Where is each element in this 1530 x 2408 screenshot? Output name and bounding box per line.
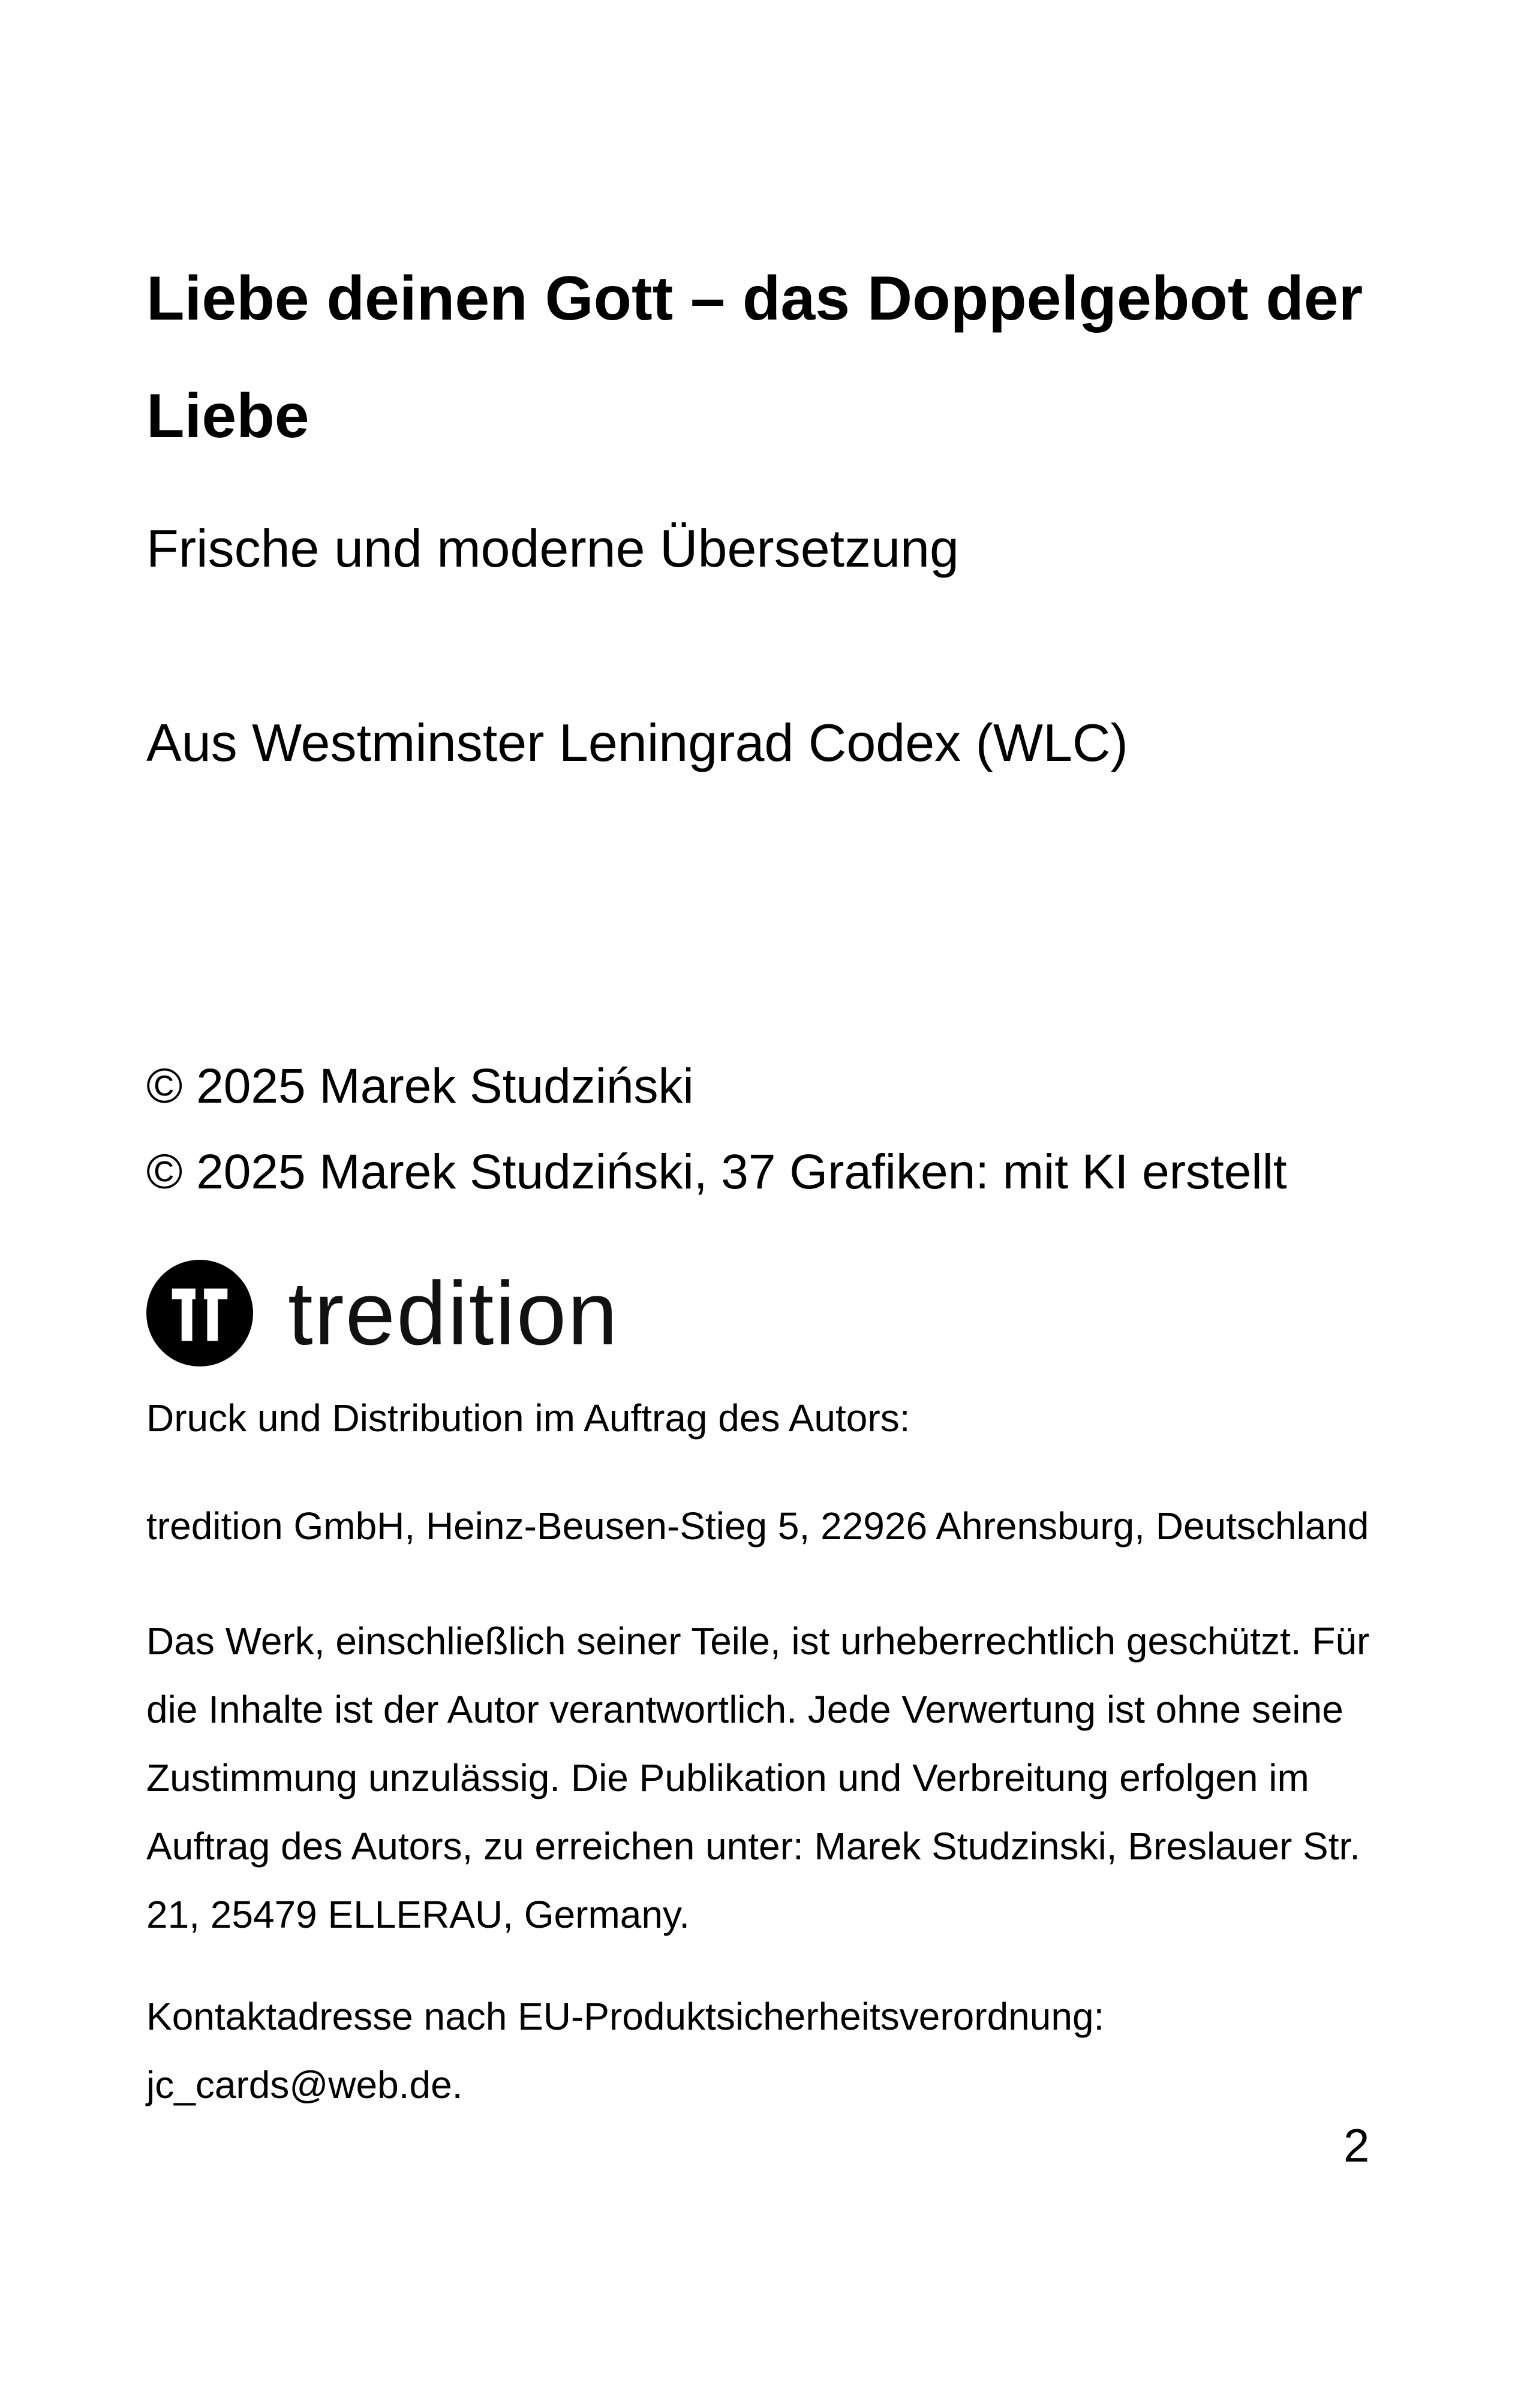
print-distribution-label: Druck und Distribution im Auftrag des Autors: <box>146 1396 910 1440</box>
publisher-address: tredition GmbH, Heinz-Beusen-Stieg 5, 22926 Ahrensburg, Deutschland <box>146 1504 1369 1548</box>
legal-notice: Das Werk, einschließlich seiner Teile, ist urheberrechtlich geschützt. Für die Inhalte ist der Autor verantwortlich. Jede Verwertung ist ohne seine Zustimmung unzulässig. Die Publikation und Verbreitung erfolgen im Auftrag des Autors, zu erreichen unter: Marek Studzinski, Breslauer Str. 21, 25479 ELLERAU, Germany. <box>146 1620 1370 1936</box>
book-subtitle: Frische und moderne Übersetzung <box>146 519 959 578</box>
contact-email: jc_cards@web.de. <box>146 2063 463 2106</box>
copyright-line-1: © 2025 Marek Studziński <box>146 1059 694 1113</box>
source-note: Aus Westminster Leningrad Codex (WLC) <box>146 713 1128 772</box>
contact-label: Kontaktadresse nach EU-Produktsicherheitsverordnung: <box>146 1995 1105 2038</box>
publisher-logo-text: tredition <box>288 1263 619 1363</box>
copyright-line-2: © 2025 Marek Studziński, 37 Grafiken: mit KI erstellt <box>146 1145 1287 1199</box>
tredition-logo-icon <box>146 1260 253 1366</box>
publisher-logo <box>146 1259 619 1367</box>
book-title: Liebe deinen Gott – das Doppelgebot der Liebe <box>146 264 1363 451</box>
page-number: 2 <box>1343 2119 1370 2172</box>
